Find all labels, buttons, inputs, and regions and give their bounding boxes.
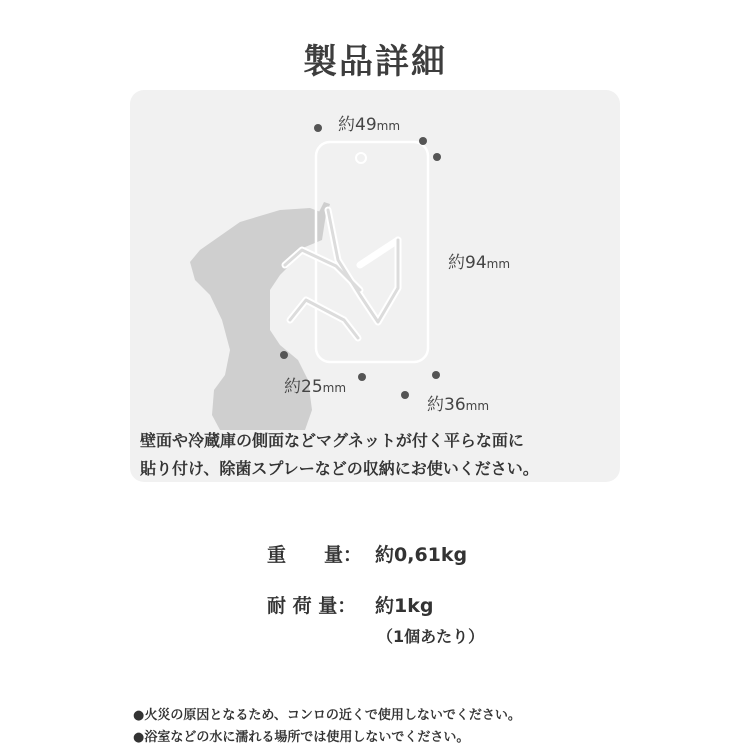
dimension-depth-a: 約25mm (284, 377, 347, 397)
spec-weight (267, 540, 467, 567)
spec-load-label: 耐 荷 量： (267, 595, 357, 617)
spec-load-note: （1個あたり） (377, 627, 485, 646)
caution-note-2: ●浴室などの水に濡れる場所では使用しないでください。 (133, 730, 470, 745)
spec-load-value: 約1kg (375, 595, 434, 617)
dot-width-right (419, 137, 427, 145)
dimension-height: 約94mm (448, 253, 511, 273)
dimension-depth-b: 約36mm (427, 395, 490, 415)
description-line-1: 壁面や冷蔵庫の側面などマグネットが付く平らな面に (140, 431, 524, 450)
dot-depth-b (401, 391, 409, 399)
dot-height-bottom (432, 371, 440, 379)
spec-load (267, 591, 433, 618)
product-description (140, 427, 610, 483)
magnet-plate-outline (316, 142, 428, 362)
caution-notes (133, 706, 521, 750)
caution-note-1: ●火災の原因となるため、コンロの近くで使用しないでください。 (133, 708, 521, 723)
description-line-2: 貼り付け、除菌スプレーなどの収納にお使いください。 (140, 459, 539, 478)
mount-hole (356, 153, 366, 163)
dot-depth-a-right (358, 373, 366, 381)
product-diagram-panel (130, 90, 620, 482)
spec-weight-value: 約0,61kg (375, 544, 468, 566)
dimension-width: 約49mm (338, 115, 401, 135)
product-illustration (130, 90, 620, 482)
page-title: 製品詳細 (303, 42, 447, 82)
spec-weight-label: 重 量： (267, 544, 363, 566)
dot-depth-a-left (280, 351, 288, 359)
dot-height-top (433, 153, 441, 161)
dot-width-left (314, 124, 322, 132)
